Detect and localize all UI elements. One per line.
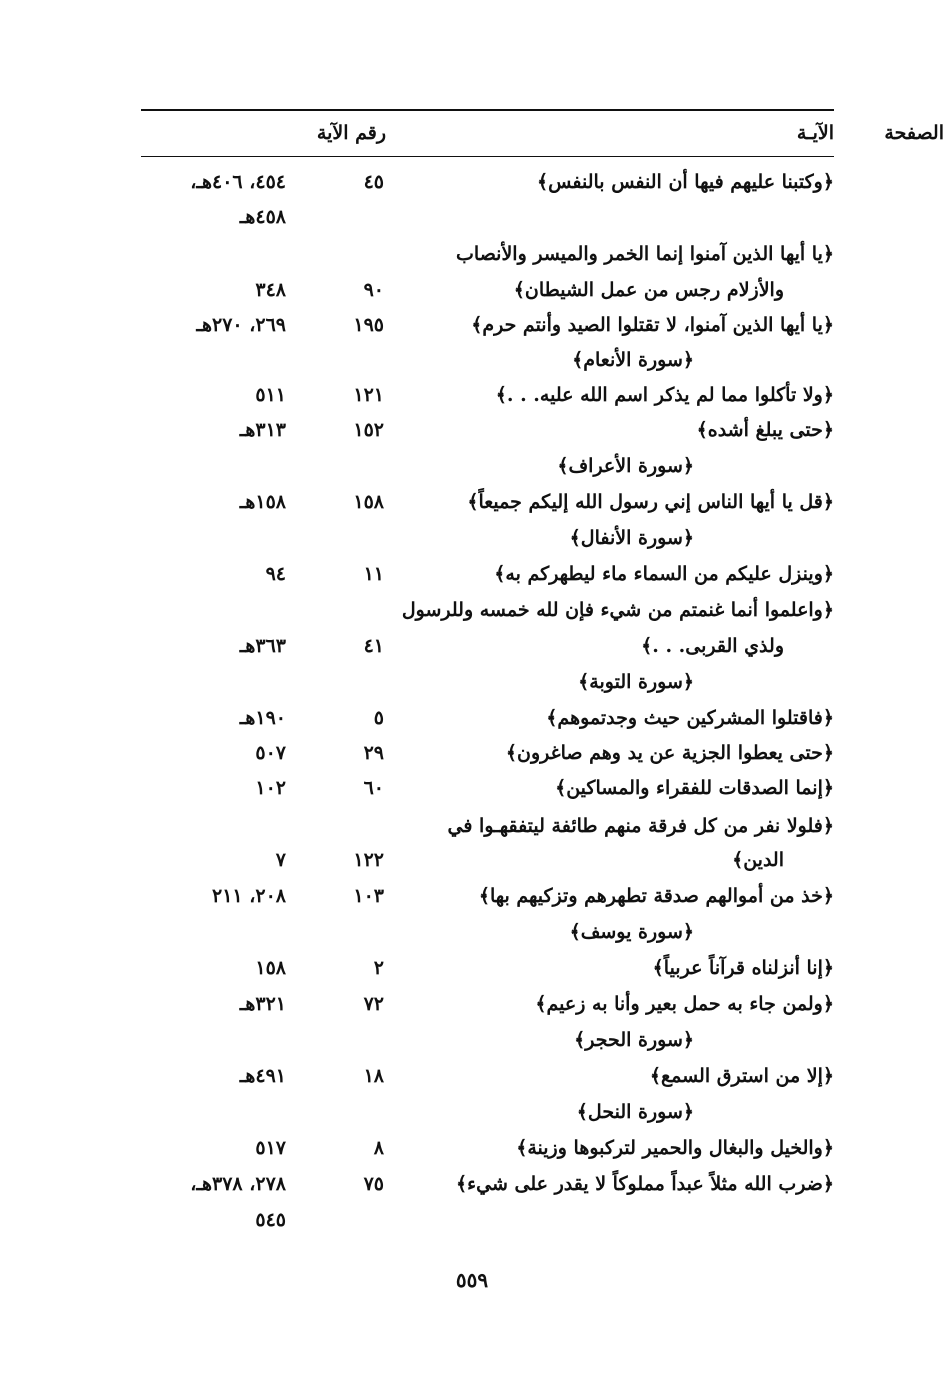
- verse-text: ﴿حتى يبلغ أشده﴾: [696, 419, 834, 441]
- page-reference: ٩٤: [265, 563, 286, 585]
- header-verse-number: رقم الآية: [316, 122, 386, 144]
- page-reference: ٣١٣هـ: [239, 419, 286, 441]
- verse-text: ﴿فاقتلوا المشركين حيث وجدتموهم﴾: [546, 707, 834, 729]
- table-row: [0, 1058, 944, 1094]
- page-reference: ٢٧٨، ٣٧٨هـ،: [190, 1173, 286, 1195]
- verse-number: ١٢١: [353, 384, 384, 406]
- verse-number: ٧٥: [363, 1173, 384, 1195]
- page-reference: ١٥٨هـ: [239, 491, 286, 513]
- page-reference: ٤٥٨هـ: [239, 206, 286, 228]
- surah-heading: ﴿سورة النحل﴾: [576, 1101, 694, 1123]
- table-row: [0, 1130, 944, 1166]
- verse-number: ١٥٢: [353, 419, 384, 441]
- page-reference: ٧: [275, 849, 286, 871]
- page-reference: ١٠٢: [255, 777, 286, 799]
- page-reference: ٣٢١هـ: [239, 993, 286, 1015]
- table-row: [0, 700, 944, 736]
- page-reference: ٢٦٩، ٢٧٠هـ: [196, 314, 286, 336]
- verse-number: ٦٠: [363, 777, 384, 799]
- surah-heading: ﴿سورة الأنعام﴾: [572, 349, 694, 371]
- table-row: [0, 307, 944, 343]
- verse-text: ﴿إلا من استرق السمع﴾: [649, 1065, 834, 1087]
- verse-number: ١٠٣: [353, 885, 384, 907]
- page-reference: ٣٦٣هـ: [239, 635, 286, 657]
- table-row: [0, 986, 944, 1022]
- verse-number: ١١: [363, 563, 384, 585]
- header-page: الصفحة: [884, 122, 944, 144]
- table-row: [0, 842, 944, 878]
- table-row: [0, 1202, 944, 1238]
- verse-text: الدين﴾: [732, 849, 784, 871]
- verse-text: ﴿خذ من أموالهم صدقة تطهرهم وتزكيهم بها﴾: [478, 885, 834, 907]
- page-reference: ١٥٨: [255, 957, 286, 979]
- verse-text: والأزلام رجس من عمل الشيطان﴾: [513, 279, 784, 301]
- table-row: [0, 412, 944, 448]
- surah-heading: ﴿سورة الحجر﴾: [574, 1029, 694, 1051]
- table-row: [0, 878, 944, 914]
- verse-text: ﴿يا أيها الذين آمنوا إنما الخمر والميسر والأنصاب: [456, 243, 834, 265]
- verse-text: ﴿ولا تأكلوا مما لم يذكر اسم الله عليه. . .﴾: [495, 384, 834, 406]
- table-row: [0, 808, 944, 844]
- verse-number: ٩٠: [363, 279, 384, 301]
- verse-text: ﴿يا أيها الذين آمنوا، لا تقتلوا الصيد وأنتم حرم﴾: [471, 314, 834, 336]
- table-row: [0, 448, 944, 484]
- verse-text: ﴿إنما الصدقات للفقراء والمساكين﴾: [555, 777, 834, 799]
- table-row: [0, 1022, 944, 1058]
- verse-number: ٥: [373, 707, 384, 729]
- verse-text: ﴿والخيل والبغال والحمير لتركبوها وزينة﴾: [516, 1137, 834, 1159]
- verse-number: ١٥٨: [353, 491, 384, 513]
- table-row: [0, 520, 944, 556]
- verse-text: ﴿ضرب الله مثلاً عبداً مملوكاً لا يقدر على شيء﴾: [456, 1173, 834, 1195]
- verse-number: ٢٩: [363, 742, 384, 764]
- table-row: [0, 1166, 944, 1202]
- surah-heading: ﴿سورة الأعراف﴾: [557, 455, 694, 477]
- header-rule: [141, 156, 834, 157]
- verse-number: ١٨: [363, 1065, 384, 1087]
- table-row: [0, 199, 944, 235]
- table-row: [0, 484, 944, 520]
- verse-number: ٨: [373, 1137, 384, 1159]
- verse-text: ﴿ولمن جاء به حمل بعير وأنا به زعيم﴾: [535, 993, 834, 1015]
- verse-text: ﴿فلولا نفر من كل فرقة منهم طائفة ليتفقهـوا في: [447, 815, 834, 837]
- table-row: [0, 377, 944, 413]
- header-verse: الآيـة: [796, 122, 834, 144]
- verse-text: ﴿إنا أنزلناه قرآناً عربياً﴾: [652, 957, 834, 979]
- page-reference: ٤٩١هـ: [239, 1065, 286, 1087]
- table-row: [0, 735, 944, 771]
- verse-number: ١٩٥: [353, 314, 384, 336]
- table-row: [0, 236, 944, 272]
- table-row: [0, 770, 944, 806]
- verse-number: ٤٥: [363, 171, 384, 193]
- page-reference: ٥٠٧: [255, 742, 286, 764]
- top-rule: [141, 109, 834, 111]
- page-reference: ١٩٠هـ: [239, 707, 286, 729]
- page-reference: ٥١١: [255, 384, 286, 406]
- verse-text: ﴿وكتبنا عليهم فيها أن النفس بالنفس﴾: [537, 171, 834, 193]
- verse-text: ولذي القربى. . .﴾: [641, 635, 784, 657]
- page-number: ٥٥٩: [455, 1268, 489, 1292]
- verse-text: ﴿واعلموا أنما غنمتم من شيء فإن لله خمسه وللرسول: [401, 599, 834, 621]
- table-row: [0, 164, 944, 200]
- page-reference: ٥١٧: [255, 1137, 286, 1159]
- surah-heading: ﴿سورة يوسف﴾: [569, 921, 694, 943]
- table-row: [0, 342, 944, 378]
- page-reference: ٢٠٨، ٢١١: [212, 885, 286, 907]
- table-row: [0, 628, 944, 664]
- verse-number: ٢: [373, 957, 384, 979]
- page-reference: ٤٥٤، ٤٠٦هـ،: [190, 171, 286, 193]
- surah-heading: ﴿سورة التوبة﴾: [578, 671, 694, 693]
- verse-text: ﴿وينزل عليكم من السماء ماء ليطهركم به﴾: [494, 563, 834, 585]
- verse-number: ١٢٢: [353, 849, 384, 871]
- page-reference: ٣٤٨: [255, 279, 286, 301]
- table-row: [0, 556, 944, 592]
- table-row: [0, 950, 944, 986]
- table-row: [0, 272, 944, 308]
- verse-text: ﴿حتى يعطوا الجزية عن يد وهم صاغرون﴾: [505, 742, 834, 764]
- table-row: [0, 1094, 944, 1130]
- verse-text: ﴿قل يا أيها الناس إني رسول الله إليكم جميعاً﴾: [467, 491, 834, 513]
- table-row: [0, 914, 944, 950]
- table-row: [0, 664, 944, 700]
- surah-heading: ﴿سورة الأنفال﴾: [569, 527, 694, 549]
- verse-number: ٤١: [363, 635, 384, 657]
- verse-number: ٧٢: [363, 993, 384, 1015]
- table-row: [0, 592, 944, 628]
- page-reference: ٥٤٥: [255, 1209, 286, 1231]
